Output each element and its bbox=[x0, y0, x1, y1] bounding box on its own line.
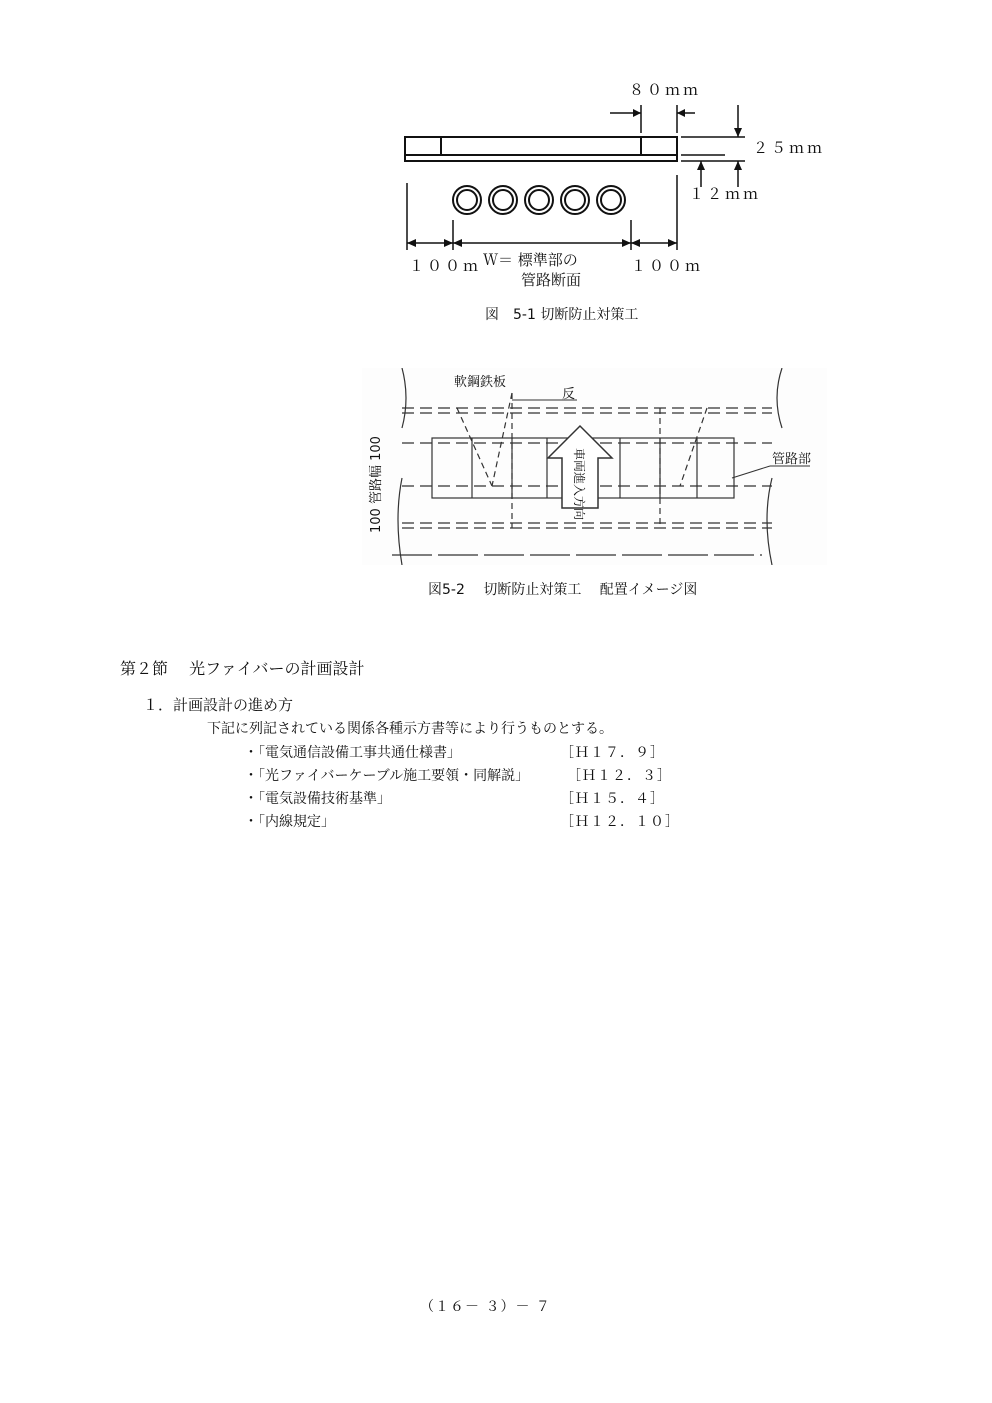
reference-item-date: ［Ｈ１７．９］ bbox=[560, 745, 665, 761]
section-title: 第２節 光ファイバーの計画設計 bbox=[120, 659, 365, 678]
reference-item-name: ・｢電気設備技術基準｣ bbox=[244, 791, 384, 807]
intro-text: 下記に列記されている関係各種示方書等により行うものとする。 bbox=[207, 721, 613, 737]
pipe-width-label: 100 管路幅 100 bbox=[369, 436, 384, 533]
w-label-line1: Ｗ＝ 標準部の bbox=[483, 251, 578, 269]
subsection-title: １．計画設計の進め方 bbox=[143, 696, 294, 714]
dim-right-label: １００ｍ bbox=[631, 257, 704, 275]
dim-12-label: １２ｍｍ bbox=[689, 185, 762, 203]
reference-item-date: ［Ｈ１２．３］ bbox=[567, 768, 672, 784]
dim-25-label: ２５ｍｍ bbox=[753, 139, 826, 157]
reference-item-name: ・｢内線規定｣ bbox=[244, 814, 328, 830]
dim-left-label: １００ｍ bbox=[409, 257, 482, 275]
figure-5-2-caption: 図5-2 切断防止対策工 配置イメージ図 bbox=[428, 582, 698, 598]
arrow-direction-label: 車両進入方向 bbox=[572, 448, 586, 521]
figure-5-1-diagram bbox=[395, 75, 845, 290]
plate-end-right bbox=[641, 137, 677, 155]
plate-end-left bbox=[405, 137, 441, 155]
w-label-line2: 管路断面 bbox=[521, 271, 582, 289]
figure-5-1-caption: 図 5-1 切断防止対策工 bbox=[485, 307, 639, 323]
steel-plate bbox=[405, 137, 677, 161]
reference-item-date: ［Ｈ１２．１０］ bbox=[560, 814, 680, 830]
reference-item-name: ・｢電気通信設備工事共通仕様書｣ bbox=[244, 745, 454, 761]
pipe-circles bbox=[453, 186, 625, 214]
plate-label: 軟鋼鉄板 bbox=[454, 375, 507, 390]
reference-item-name: ・｢光ファイバーケーブル施工要領・同解説｣ bbox=[244, 768, 523, 784]
figure-5-2-diagram bbox=[362, 368, 827, 565]
plate-label-2: 反 bbox=[562, 387, 576, 402]
pipe-section-label: 管路部 bbox=[772, 452, 812, 467]
page-number: （１６－ ３）－ ７ bbox=[420, 1299, 551, 1315]
reference-item-date: ［Ｈ１５．４］ bbox=[560, 791, 665, 807]
dim-80-label: ８０ｍｍ bbox=[629, 81, 702, 99]
